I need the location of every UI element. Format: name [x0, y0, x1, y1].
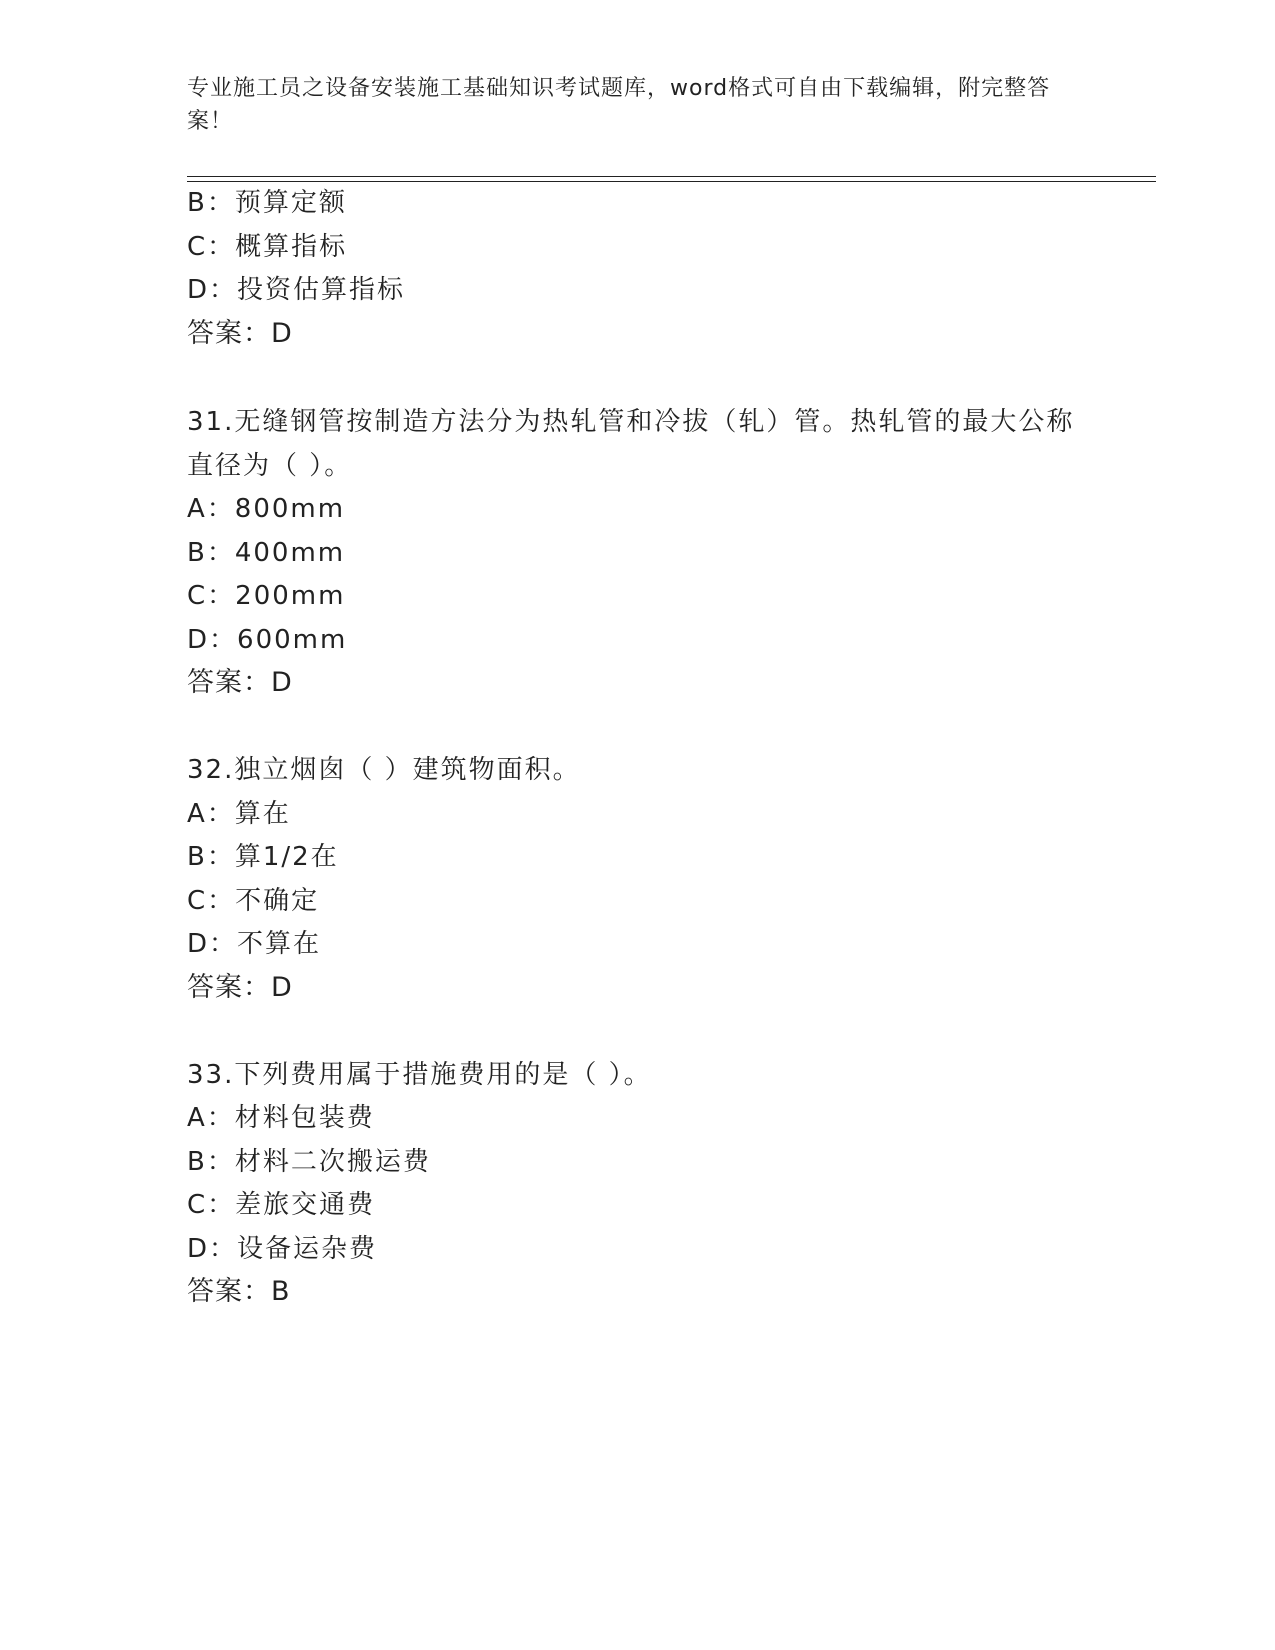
- document-header: 专业施工员之设备安装施工基础知识考试题库，word格式可自由下载编辑，附完整答案！: [187, 76, 1051, 134]
- q33-option-b: B：材料二次搬运费: [187, 1147, 431, 1177]
- question-31-stem: 31.无缝钢管按制造方法分为热轧管和冷拔（轧）管。热轧管的最大公称直径为（ ）。: [187, 407, 1075, 481]
- q32-option-d: D：不算在: [187, 929, 322, 959]
- q33-answer: 答案：B: [187, 1276, 291, 1307]
- question-33-stem: 33.下列费用属于措施费用的是（ ）。: [187, 1060, 652, 1090]
- q31-option-d: D：600mm: [187, 625, 348, 655]
- q32-option-a: A：算在: [187, 799, 291, 829]
- answer: 答案：D: [187, 318, 293, 349]
- question-32-stem: 32.独立烟囱（ ）建筑物面积。: [187, 755, 581, 785]
- header-rule-bottom: [187, 181, 1156, 182]
- q31-answer: 答案：D: [187, 667, 293, 698]
- q33-option-d: D：设备运杂费: [187, 1234, 378, 1264]
- q32-answer: 答案：D: [187, 972, 293, 1003]
- option-c: C：概算指标: [187, 232, 348, 262]
- q31-option-c: C：200mm: [187, 581, 346, 611]
- option-d: D：投资估算指标: [187, 275, 406, 305]
- q33-option-c: C：差旅交通费: [187, 1190, 376, 1220]
- header-rule-top: [187, 176, 1156, 177]
- q33-option-a: A：材料包装费: [187, 1103, 375, 1133]
- q31-option-b: B：400mm: [187, 538, 346, 568]
- q32-option-c: C：不确定: [187, 886, 320, 916]
- option-b: B：预算定额: [187, 188, 347, 218]
- q32-option-b: B：算1/2在: [187, 842, 339, 872]
- q31-option-a: A：800mm: [187, 494, 346, 524]
